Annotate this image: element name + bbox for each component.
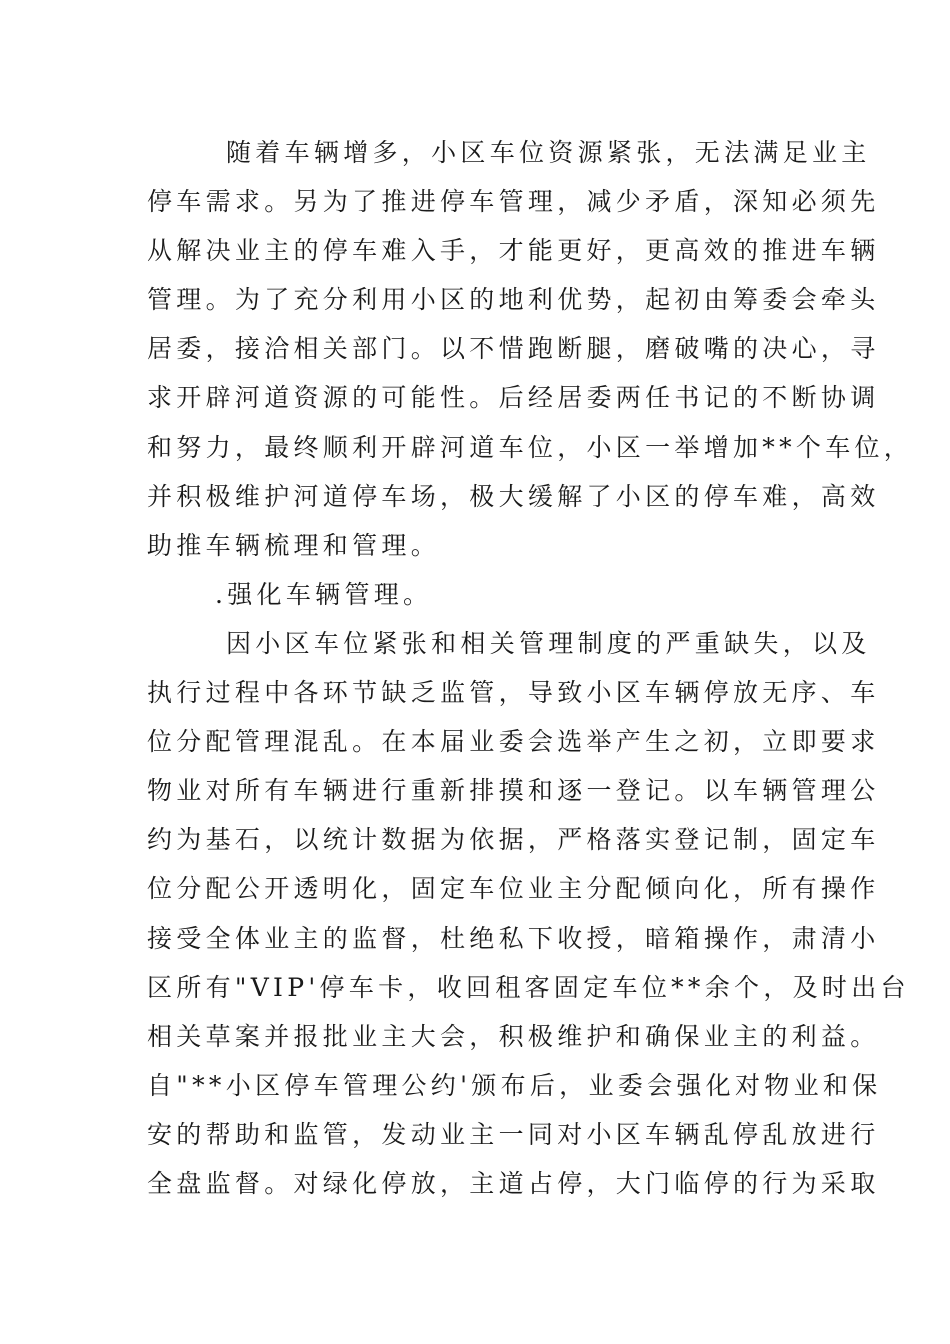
text-line: 并积极维护河道停车场，极大缓解了小区的停车难，高效 xyxy=(147,481,880,511)
text-line: 因小区车位紧张和相关管理制度的严重缺失，以及 xyxy=(226,628,871,658)
text-line: 管理。为了充分利用小区的地利优势，起初由筹委会牵头 xyxy=(147,285,880,315)
text-line: 安的帮助和监管，发动业主一同对小区车辆乱停乱放进行 xyxy=(147,1119,880,1149)
text-line: 居委，接洽相关部门。以不惜跑断腿，磨破嘴的决心，寻 xyxy=(147,334,880,364)
text-line: 全盘监督。对绿化停放，主道占停，大门临停的行为采取 xyxy=(147,1168,880,1198)
text-line: 从解决业主的停车难入手，才能更好，更高效的推进车辆 xyxy=(147,236,880,266)
text-line: 随着车辆增多，小区车位资源紧张，无法满足业主 xyxy=(226,138,871,167)
heading-text: .强化车辆管理。 xyxy=(215,579,433,609)
paragraph-parking-resources xyxy=(147,128,914,570)
text-line: 区所有"VIP'停车卡，收回租客固定车位**余个，及时出台 xyxy=(147,972,910,1002)
text-line: 自"**小区停车管理公约'颁布后，业委会强化对物业和保 xyxy=(147,1070,882,1100)
paragraph-vehicle-management xyxy=(147,619,910,1208)
text-line: 相关草案并报批业主大会，积极维护和确保业主的利益。 xyxy=(147,1021,880,1051)
text-line: 物业对所有车辆进行重新排摸和逐一登记。以车辆管理公 xyxy=(147,776,880,806)
text-line: 求开辟河道资源的可能性。后经居委两任书记的不断协调 xyxy=(147,383,880,413)
text-line: 和努力，最终顺利开辟河道车位，小区一举增加**个车位， xyxy=(147,432,914,462)
document-body xyxy=(147,128,914,1208)
text-line: 位分配公开透明化，固定车位业主分配倾向化，所有操作 xyxy=(147,874,880,904)
section-heading xyxy=(147,570,827,619)
text-line: 约为基石，以统计数据为依据，严格落实登记制，固定车 xyxy=(147,825,880,855)
text-line: 位分配管理混乱。在本届业委会选举产生之初，立即要求 xyxy=(147,727,880,757)
text-line: 助推车辆梳理和管理。 xyxy=(147,530,441,560)
text-line: 接受全体业主的监督，杜绝私下收授，暗箱操作，肃清小 xyxy=(147,923,880,953)
text-line: 停车需求。另为了推进停车管理，减少矛盾，深知必须先 xyxy=(147,187,880,217)
text-line: 执行过程中各环节缺乏监管，导致小区车辆停放无序、车 xyxy=(147,678,880,708)
